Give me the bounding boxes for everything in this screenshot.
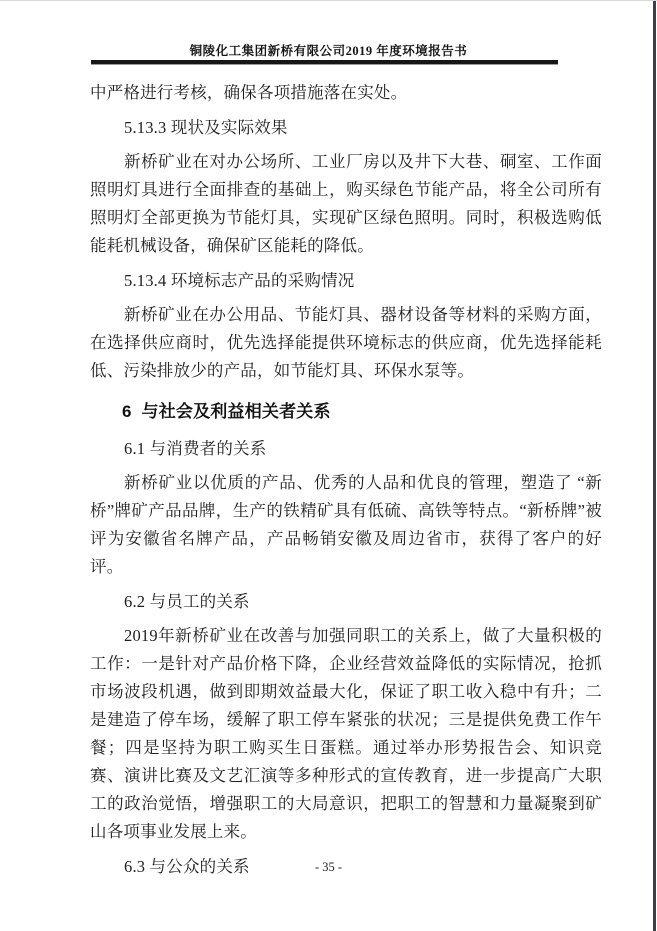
section-heading-5-13-4: 5.13.4 环境标志产品的采购情况 bbox=[124, 271, 355, 290]
scan-edge-line bbox=[653, 1, 656, 931]
paragraph-5-13-4: 新桥矿业在办公用品、节能灯具、器材设备等材料的采购方面，在选择供应商时，优先选择能提供环境标志的供应商，优先选择能耗低、污染排放少的产品，如节能灯具、环保水泵等。 bbox=[90, 305, 602, 380]
document-body bbox=[90, 79, 602, 887]
section-heading-6-3: 6.3 与公众的关系 bbox=[124, 857, 250, 876]
paragraph-overflow-line: 中严格进行考核，确保各项措施落在实处。 bbox=[90, 83, 408, 102]
section-heading-6-1: 6.1 与消费者的关系 bbox=[124, 439, 267, 458]
section-heading-5-13-3: 5.13.3 现状及实际效果 bbox=[124, 118, 288, 137]
page-number: - 35 - bbox=[314, 860, 343, 874]
section-heading-6-2: 6.2 与员工的关系 bbox=[124, 592, 250, 611]
paragraph-6-2: 2019年新桥矿业在改善与加强同职工的关系上，做了大量积极的工作：一是针对产品价格下降，企业经营效益降低的实际情况，抢抓市场波段机遇，做到即期效益最大化，保证了职工收入稳中有升；二是建造了停车场，缓解了职工停车紧张的状况；三是提供免费工作午餐；四是坚持为职工购买生日蛋糕。通过举办形势报告会、知识竞赛、演讲比赛及文艺汇演等多种形式的宣传教育，进一步提高广大职工的政治觉悟，增强职工的大局意识，把职工的智慧和力量凝聚到矿山各项事业发展上来。 bbox=[90, 626, 602, 841]
chapter-heading-6: 6 与社会及利益相关者关系 bbox=[122, 402, 331, 421]
header-divider-rule bbox=[91, 60, 558, 64]
paragraph-6-1: 新桥矿业以优质的产品、优秀的人品和优良的管理，塑造了 “新桥”牌矿产品品牌，生产的铁精矿具有低硫、高铁等特点。“新桥牌”被评为安徽省名牌产品，产品畅销安徽及周边省市，获得了客户的好评。 bbox=[90, 473, 602, 576]
paragraph-5-13-3: 新桥矿业在对办公场所、工业厂房以及井下大巷、硐室、工作面照明灯具进行全面排查的基础上，购买绿色节能产品，将全公司所有照明灯全部更换为节能灯具，实现矿区绿色照明。同时，积极选购低能耗机械设备，确保矿区能耗的降低。 bbox=[90, 152, 602, 255]
page-header-title: 铜陵化工集团新桥有限公司2019 年度环境报告书 bbox=[189, 44, 468, 58]
